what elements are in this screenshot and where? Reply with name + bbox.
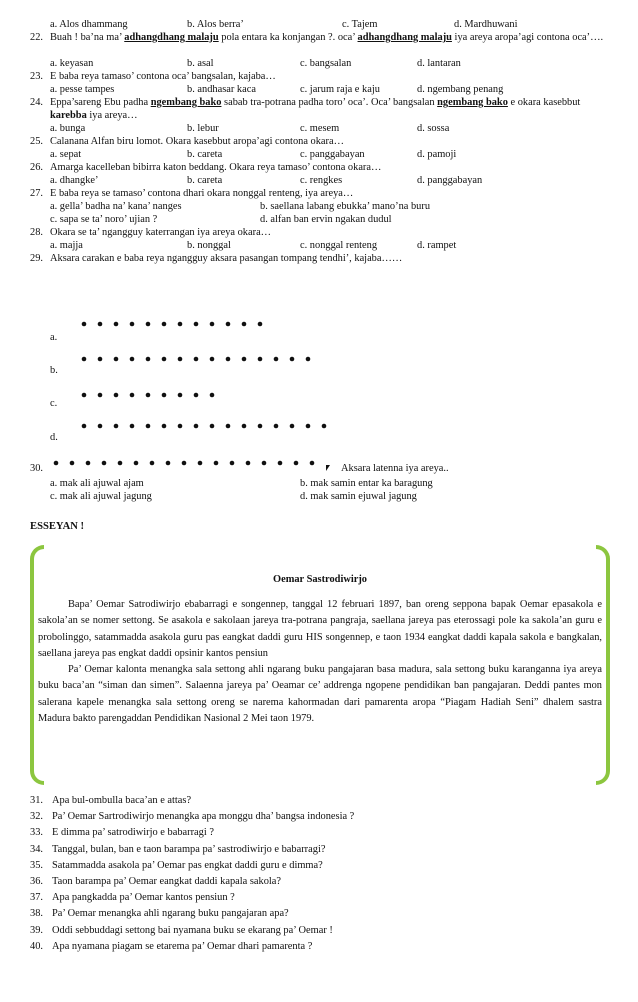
question-text: Calanana Alfan biru lomot. Okara kasebbut aropa’agi contona okara… [50, 136, 345, 147]
option-a-label: a. [50, 332, 58, 343]
passage-title: Oemar Sastrodiwirjo [273, 574, 367, 585]
option-c: c. Tajem [342, 19, 378, 30]
q21-options [50, 18, 610, 31]
option-b: b. careta [187, 149, 223, 160]
essay-question: 34. Tanggal, bulan, ban e taon barampa pa’ sastrodiwirjo e babarragi? [30, 843, 326, 855]
question-number: 26. [30, 162, 43, 173]
option-a: a. pesse tampes [50, 84, 115, 95]
option-b: b. lebur [187, 123, 219, 134]
question-text: E baba reya tamaso’ contona oca’ bangsalan, kajaba… [50, 71, 276, 82]
question-number: 29. [30, 253, 43, 264]
option-a: a. mak ali ajuwal ajam [50, 478, 144, 489]
question-text: Aksara carakan e baba reya ngangguy aksara pasangan tompang tendhi’, kajaba…… [50, 253, 403, 264]
option-b: b. andhasar kaca [187, 84, 256, 95]
essay-question: 36. Taon barampa pa’ Oemar eangkat daddi kapala sakola? [30, 875, 282, 887]
option-d: d. sossa [417, 123, 450, 134]
script-glyphs-b [50, 353, 370, 365]
option-d: d. rampet [417, 240, 457, 251]
essay-question: 38. Pa’ Oemar menangka ahli ngarang buku pangajaran apa? [30, 908, 289, 920]
question-number: 24. [30, 97, 43, 108]
question-text: E baba reya se tamaso’ contona dhari okara nonggal renteng, iya areya… [50, 188, 354, 199]
option-c-label: c. [50, 398, 58, 409]
question-number: 23. [30, 71, 43, 82]
script-glyphs-q30 [50, 456, 340, 472]
q24-options [50, 122, 610, 135]
option-c: c. mesem [300, 123, 340, 134]
q27-options-row2 [50, 213, 610, 226]
option-c: c. panggabayan [300, 149, 365, 160]
option-d: d. panggabayan [417, 175, 483, 186]
option-b: b. saellana labang ebukka’ mano’na buru [260, 201, 431, 212]
option-b: b. asal [187, 58, 214, 69]
question-number: 27. [30, 188, 43, 199]
option-b: b. mak samin entar ka baragung [300, 478, 433, 489]
question-29 [30, 252, 615, 265]
question-23 [30, 70, 615, 83]
question-text: Amarga kacelleban bibirra katon beddang. Okara reya tamaso’ contona okara… [50, 162, 382, 173]
q30-options-row1 [50, 477, 610, 490]
essay-question: 31. Apa bul-ombulla baca’an e attas? [30, 795, 192, 806]
essay-question: 40. Apa nyamana piagam se etarema pa’ Oemar dhari pamarenta ? [30, 940, 313, 952]
option-a: a. bunga [50, 123, 86, 134]
question-number: 22. [30, 32, 43, 43]
essay-question: 33. E dimma pa’ satrodiwirjo e babarragi ? [30, 827, 214, 839]
option-a: a. majja [50, 240, 83, 251]
question-25 [30, 135, 615, 148]
option-b-label: b. [50, 365, 58, 376]
question-22 [30, 31, 615, 44]
question-28 [30, 226, 615, 239]
question-26 [30, 161, 615, 174]
option-a: a. dhangke’ [50, 175, 99, 186]
option-a: a. Alos dhammang [50, 19, 128, 30]
option-a: a. gella’ badha na’ kana’ nanges [50, 201, 182, 212]
option-d: d. ngembang penang [417, 84, 504, 95]
option-d: d. Mardhuwani [454, 19, 518, 30]
script-glyphs-c [50, 389, 370, 401]
option-c: c. sapa se ta’ noro’ ujian ? [50, 214, 158, 225]
essay-question: 39. Oddi sebbuddagi settong bai nyamana buku se ekarang pa’ Oemar ! [30, 924, 333, 936]
q26-options [50, 174, 610, 187]
option-a: a. keyasan [50, 58, 94, 69]
essay-question: 35. Satammadda asakola pa’ Oemar pas engkat daddi guru e dimma? [30, 859, 323, 871]
option-a: a. sepat [50, 149, 82, 160]
essay-question-list [30, 794, 620, 956]
question-number: 25. [30, 136, 43, 147]
reading-passage-box [30, 545, 610, 785]
option-b: b. Alos berra’ [187, 19, 244, 30]
essay-question: 32. Pa’ Oemar Sartrodiwirjo menangka apa monggu dha’ bangsa indonesia ? [30, 811, 355, 823]
q30-options-row2 [50, 490, 610, 503]
option-c: c. nonggal renteng [300, 240, 378, 251]
q30-question-text: Aksara latenna iya areya.. [341, 463, 449, 474]
q22-options [50, 57, 610, 70]
q23-options [50, 83, 610, 96]
q27-options-row1 [50, 200, 610, 213]
essay-heading: ESSEYAN ! [30, 521, 85, 532]
question-number: 28. [30, 227, 43, 238]
question-text: Buah ! ba’na ma’ adhangdhang malaju pola entara ka konjangan ?. oca’ adhangdhang malaju iya areya aropa’agi contona oca’…. [50, 32, 604, 43]
option-d: d. lantaran [417, 58, 461, 69]
option-c: c. jarum raja e kaju [300, 84, 380, 95]
q28-options [50, 239, 610, 252]
option-d-label: d. [50, 432, 58, 443]
q25-options [50, 148, 610, 161]
script-glyphs-d [50, 420, 370, 432]
passage-paragraph-2: Pa’ Oemar kalonta menangka sala settong ahli ngarang buku pangajaran basa madura, sala settong buku karanganna iya areya buku baca’an “siman dan simen”. Salaenna jareya pa’ Oeamar ce’ addrenga ngopene pendidikan ban pangajaran. Deddi pantes mon salerana kapele menangka sala settong oreng se narema kahormadan dari pamarenta aropa “Piagam Hadiah Seni” dhalem sastra Madura bakto parengaddan Pendidikan Nasional 2 Mei taon 1979. [38, 664, 602, 725]
option-d: d. mak samin ejuwal jagung [300, 491, 417, 502]
option-d: d. alfan ban ervin ngakan dudul [260, 214, 392, 225]
option-c: c. rengkes [300, 175, 343, 186]
option-b: b. careta [187, 175, 223, 186]
question-text: Okara se ta’ ngangguy katerrangan iya areya okara… [50, 227, 272, 238]
script-glyphs-a [50, 318, 370, 330]
question-27 [30, 187, 615, 200]
question-text: Eppa’sareng Ebu padha ngembang bako sabab tra-potrana padha toro’ oca’. Oca’ bangsalan ngembang bako e okara kasebbut karebba iya areya… [50, 97, 581, 121]
option-c: c. mak ali ajuwal jagung [50, 491, 152, 502]
question-24 [30, 96, 615, 122]
question-number: 30. [30, 463, 43, 474]
option-c: c. bangsalan [300, 58, 352, 69]
passage-text [38, 597, 602, 727]
option-d: d. pamoji [417, 149, 457, 160]
essay-question: 37. Apa pangkadda pa’ Oemar kantos pensiun ? [30, 892, 235, 904]
option-b: b. nonggal [187, 240, 231, 251]
passage-paragraph-1: Bapa’ Oemar Satrodiwirjo ebabarragi e songennep, tanggal 12 februari 1897, ban oreng seppona bapak Oemar epasakola e sakola’an se nomer settong. Se asakola e sakolaan jareya tra-potrana pangraja, saellana jareya pas eterossagi pole ka sakola’an guru e probolinggo, satammadda asakola guru pas eangkat daddi guru HIS songennep, e taon 1934 eangkat daddi kapala sakola e bangkalan, saellana jareya pas engkat daddi opsinir kantos pensiun [38, 599, 602, 659]
